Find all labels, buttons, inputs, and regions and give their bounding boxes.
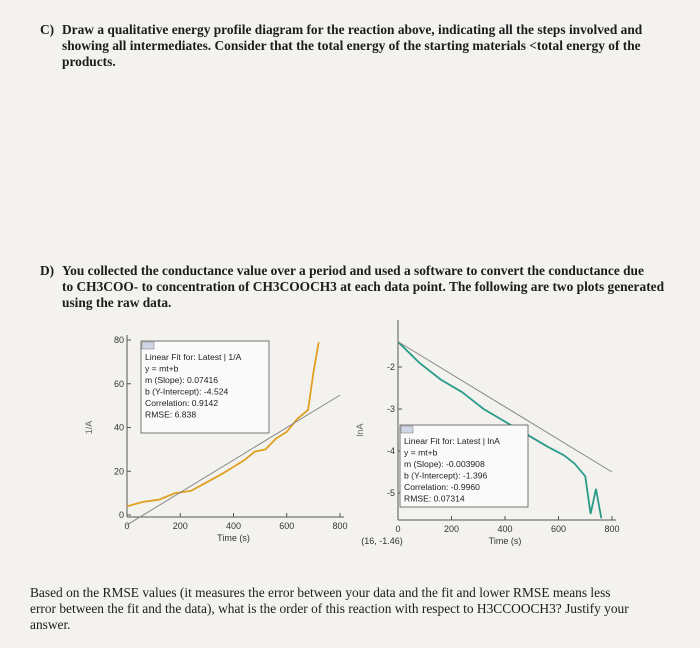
fit-box-rmse: RMSE: 6.838 (145, 409, 197, 420)
y-tick-label: 60 (113, 378, 124, 389)
question-c-line2: showing all intermediates. Consider that the total energy of the starting materials <total energy of the (62, 38, 641, 53)
y-axis-label: 1/A (84, 420, 94, 435)
x-tick-label: 600 (279, 521, 295, 531)
x-axis-label: Time (s) (488, 536, 522, 546)
x-tick-label: 200 (172, 521, 188, 531)
fit-box-rmse: RMSE: 0.07314 (404, 493, 465, 504)
y-tick-label: 40 (113, 422, 124, 433)
question-c-line1: Draw a qualitative energy profile diagram for the reaction above, indicating all the steps involved and (62, 22, 643, 37)
y-tick-label: -3 (386, 404, 395, 414)
question-e-line1: Based on the RMSE values (it measures the error between your data and the fit and lower RMSE means less (30, 585, 611, 600)
fit-box-slope: m (Slope): 0.07416 (145, 375, 219, 385)
fit-box-correlation: Correlation: -0.9960 (404, 482, 480, 492)
y-tick-label: 80 (113, 335, 124, 345)
question-e (30, 585, 680, 633)
y-tick-label: -2 (386, 362, 395, 372)
x-tick-label: 400 (497, 524, 513, 534)
x-tick-label: 600 (550, 524, 567, 534)
question-c-label: C) (40, 22, 55, 37)
fit-box-correlation: Correlation: 0.9142 (145, 398, 219, 408)
fit-box-eq: y = mt+b (145, 363, 179, 374)
fit-box-title: Linear Fit for: Latest | lnA (404, 436, 500, 446)
y-tick-label: -5 (386, 488, 395, 498)
fit-box-title: Linear Fit for: Latest | 1/A (145, 352, 242, 362)
x-tick-label: 200 (443, 524, 460, 534)
x-tick-label: 0 (124, 521, 130, 531)
x-tick-label: 800 (332, 521, 348, 531)
question-d-label: D) (40, 263, 55, 278)
fit-box-intercept: b (Y-Intercept): -4.524 (145, 386, 229, 397)
x-tick-label: 400 (225, 521, 242, 531)
fit-box-slope: m (Slope): -0.003908 (404, 459, 485, 469)
fit-box-intercept: b (Y-Intercept): -1.396 (404, 470, 488, 481)
x-tick-label: 800 (604, 524, 620, 534)
y-tick-label: 0 (118, 510, 124, 520)
question-d-line1: You collected the conductance value over a period and used a software to convert the conductance due (62, 263, 644, 278)
x-axis-label: Time (s) (217, 533, 250, 543)
question-d-line3: using the raw data. (62, 295, 172, 310)
fit-box-icon (401, 426, 413, 433)
y-axis-label: lnA (355, 423, 365, 437)
question-c-line3: products. (62, 54, 116, 69)
fit-box-eq: y = mt+b (404, 447, 438, 458)
y-tick-label: 20 (113, 466, 124, 477)
y-tick-label: -4 (386, 446, 395, 456)
question-d-line2: to CH3COO- to concentration of CH3COOCH3 at each data point. The following are two plots generated (62, 279, 665, 294)
coordinate-readout: (16, -1.46) (361, 536, 403, 546)
question-e-line2: error between the fit and the data), what is the order of this reaction with respect to H3CCOOCH3? Justify your (30, 601, 629, 616)
question-e-line3: answer. (30, 617, 71, 632)
fit-box-icon (142, 342, 154, 349)
x-tick-label: 0 (395, 524, 401, 534)
